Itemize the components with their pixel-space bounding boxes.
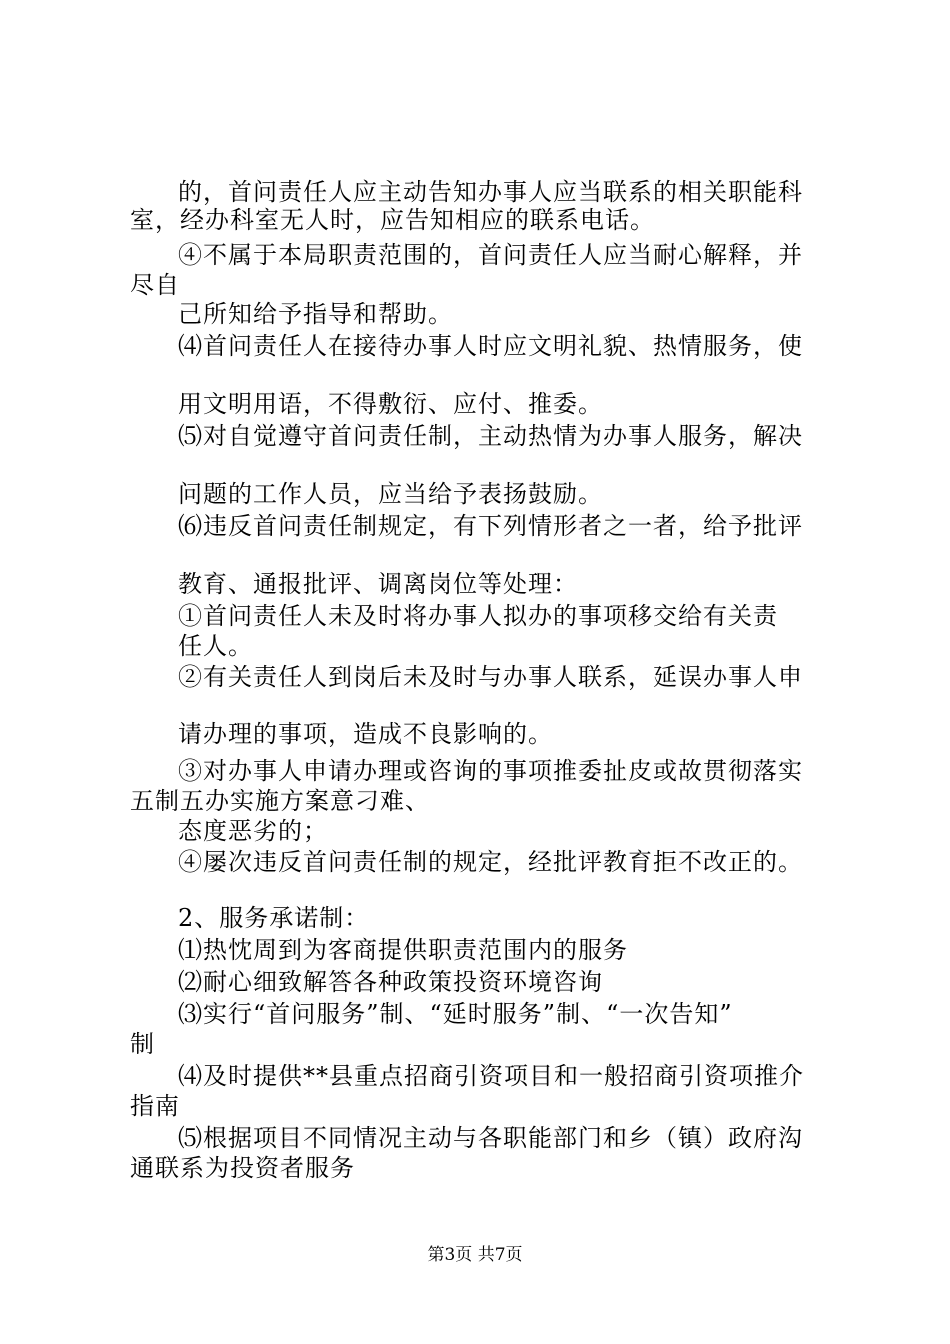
- text-line: 问题的工作人员，应当给予表扬鼓励。: [178, 480, 603, 508]
- page-footer: 第3页 共7页: [427, 1245, 523, 1265]
- text-line: ⑷及时提供**县重点招商引资项目和一般招商引资项推介: [178, 1062, 804, 1090]
- text-line: 制: [130, 1030, 155, 1058]
- text-line: ⑶实行“首问服务”制、“延时服务”制、“一次告知”: [178, 1000, 733, 1028]
- text-line: ⑷首问责任人在接待办事人时应文明礼貌、热情服务，使: [178, 332, 803, 360]
- text-line: ④屡次违反首问责任制的规定，经批评教育拒不改正的。: [178, 848, 803, 876]
- text-line: 2、服务承诺制：: [178, 904, 370, 932]
- text-line: 室，经办科室无人时，应告知相应的联系电话。: [130, 206, 655, 234]
- text-line: ①首问责任人未及时将办事人拟办的事项移交给有关责: [178, 602, 778, 630]
- text-line: 尽自: [130, 271, 180, 299]
- text-line: 指南: [130, 1092, 180, 1120]
- text-line: ⑵耐心细致解答各种政策投资环境咨询: [178, 968, 603, 996]
- text-line: 态度恶劣的；: [178, 817, 328, 845]
- text-line: 五制五办实施方案意刁难、: [130, 787, 430, 815]
- text-line: 的，首问责任人应主动告知办事人应当联系的相关职能科: [178, 178, 803, 206]
- text-line: ②有关责任人到岗后未及时与办事人联系，延误办事人申: [178, 663, 803, 691]
- text-line: ⑸对自觉遵守首问责任制，主动热情为办事人服务，解决: [178, 422, 803, 450]
- text-line: 教育、通报批评、调离岗位等处理：: [178, 570, 578, 598]
- text-line: 任人。: [178, 632, 253, 660]
- text-line: 通联系为投资者服务: [130, 1154, 355, 1182]
- text-line: 用文明用语，不得敷衍、应付、推委。: [178, 390, 603, 418]
- text-line: ⑴热忱周到为客商提供职责范围内的服务: [178, 936, 628, 964]
- text-line: ④不属于本局职责范围的，首问责任人应当耐心解释，并: [178, 241, 803, 269]
- text-line: 己所知给予指导和帮助。: [178, 300, 453, 328]
- text-line: 请办理的事项，造成不良影响的。: [178, 720, 553, 748]
- text-line: ⑸根据项目不同情况主动与各职能部门和乡（镇）政府沟: [178, 1124, 803, 1152]
- text-line: ⑹违反首问责任制规定，有下列情形者之一者，给予批评: [178, 512, 803, 540]
- text-line: ③对办事人申请办理或咨询的事项推委扯皮或故贯彻落实: [178, 757, 803, 785]
